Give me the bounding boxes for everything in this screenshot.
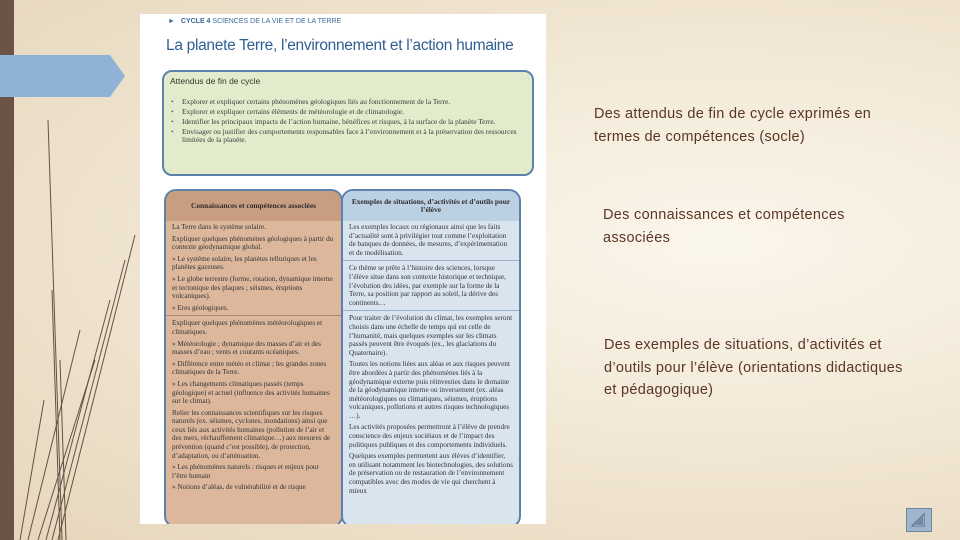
exemples-paragraph: Les exemples locaux ou régionaux ainsi que les faits d’actualité sont à privilégier tout comme l’exploitation de banques de données, de mesures, d’expérimentation et de modélisation. [349,223,508,257]
annotation-connaissances: Des connaissances et compétences associées [603,207,845,246]
attendus-item: • Envisager ou justifier des comportements responsables face à l’environnement et à la préservation des ressources limitées de la planète. [170,128,522,145]
competences-paragraph: Expliquer quelques phénomènes géologiques à partir du contexte géodynamique global. [172,234,334,252]
competences-paragraph: » Météorologie ; dynamique des masses d’air et des masses d’eau ; vents et courants océaniques. [172,339,321,357]
competences-paragraph: Relier les connaissances scientifiques sur les risques naturels (ex. séismes, cyclones, inondations) ainsi que ceux liés aux activités humaines (pollution de l’air et des mers, réchauffement climatique…) aux mesures de prévention (quand c’est possible), de protection, d’adaptation, ou d’atténuation. [172,408,331,460]
exemples-paragraph: Quelques exemples permettent aux élèves d’identifier, en utilisant notamment les biotechnologies, des solutions de préservation ou de restauration de l’environnement compatibles avec des modes de vie qui cherchent à mieux [349,452,513,495]
attendus-item: • Explorer et expliquer certains éléments de météorologie et de climatologie. [170,108,522,116]
curriculum-document-image [140,14,546,524]
divider [166,315,341,316]
exemples-paragraph: Ce thème se prête à l’histoire des sciences, lorsque l’élève situe dans son contexte historique et technique, l’évolution des idées, par exemple sur la forme de la Terre, sa position par rapport au soleil, la dérive des continents… [349,264,506,307]
competences-paragraph: » Le système solaire, les planètes telluriques et les planètes gazeuses. [172,254,317,272]
exemples-body [343,221,519,500]
competences-paragraph: » Notions d’aléas, de vulnérabilité et de risque [172,483,306,492]
competences-paragraph: » Eres géologiques. [172,303,229,312]
return-arrow-icon [907,509,931,531]
attendus-box [162,70,534,176]
competences-paragraph: La Terre dans le système solaire. [172,223,266,231]
divider [343,310,519,311]
triangle-marker-icon: ► [168,18,175,25]
attendus-list [170,98,522,146]
competences-paragraph: » Les changements climatiques passés (temps géologique) et actuel (influence des activités humaines sur le climat). [172,379,330,406]
competences-paragraph: » Les phénomènes naturels : risques et enjeux pour l’être humain [172,463,319,480]
attendus-item: • Identifier les principaux impacts de l’action humaine, bénéfices et risques, à la surface de la planète Terre. [170,118,522,126]
exemples-header: Exemples de situations, d’activités et d’outils pour l’élève [343,191,519,221]
return-button[interactable] [906,508,932,532]
competences-paragraph: » Différence entre météo et climat ; les grandes zones climatiques de la Terre. [172,359,327,377]
competences-body [166,221,341,497]
document-title: La planete Terre, l’environnement et l’action humaine [166,37,514,54]
competences-header: Connaissances et compétences associées [166,191,341,221]
header-subject: SCIENCES DE LA VIE ET DE LA TERRE [212,18,342,25]
attendus-item: • Explorer et expliquer certains phénomènes géologiques liés au fonctionnement de la Terre. [170,98,522,106]
competences-paragraph: » Le globe terrestre (forme, rotation, dynamique interne et tectonique des plaques ; séismes, éruptions volcaniques). [172,274,333,301]
exemples-paragraph: Pour traiter de l’évolution du climat, les exemples seront choisis dans une échelle de temps qui est celle de l’humanité, mais quelques exemples sur les climats passés peuvent être évoqués (ex., les glaciations du Quaternaire). [349,314,513,357]
header-cycle: CYCLE 4 [180,18,211,25]
exemples-paragraph: Toutes les notions liées aux aléas et aux risques peuvent être abordées à partir des phénomènes liés à la géodynamique externe puis réinvesties dans le domaine de la géodynamique interne ou inversement (ex. aléas météorologiques ou climatiques, séismes, éruptions volcaniques, pollutions et autres risques technologiques …). [349,360,510,420]
decorative-lines [0,0,140,540]
annotation-attendus: Des attendus de fin de cycle exprimés en termes de compétences (socle) [594,106,872,145]
competences-column [164,189,343,524]
exemples-column [341,189,521,524]
exemples-paragraph: Les activités proposées permettront à l’élève de prendre conscience des enjeux sociétaux et de l’impact des politiques publiques et des comportements individuels. [349,423,510,449]
divider [343,260,519,261]
document-header [168,18,341,25]
competences-paragraph: Expliquer quelques phénomènes météorologiques et climatiques. [172,319,323,336]
attendus-title: Attendus de fin de cycle [170,76,261,86]
annotation-exemples: Des exemples de situations, d’activités et d’outils pour l’élève (orientations didactiques et pédagogique) [604,337,903,398]
